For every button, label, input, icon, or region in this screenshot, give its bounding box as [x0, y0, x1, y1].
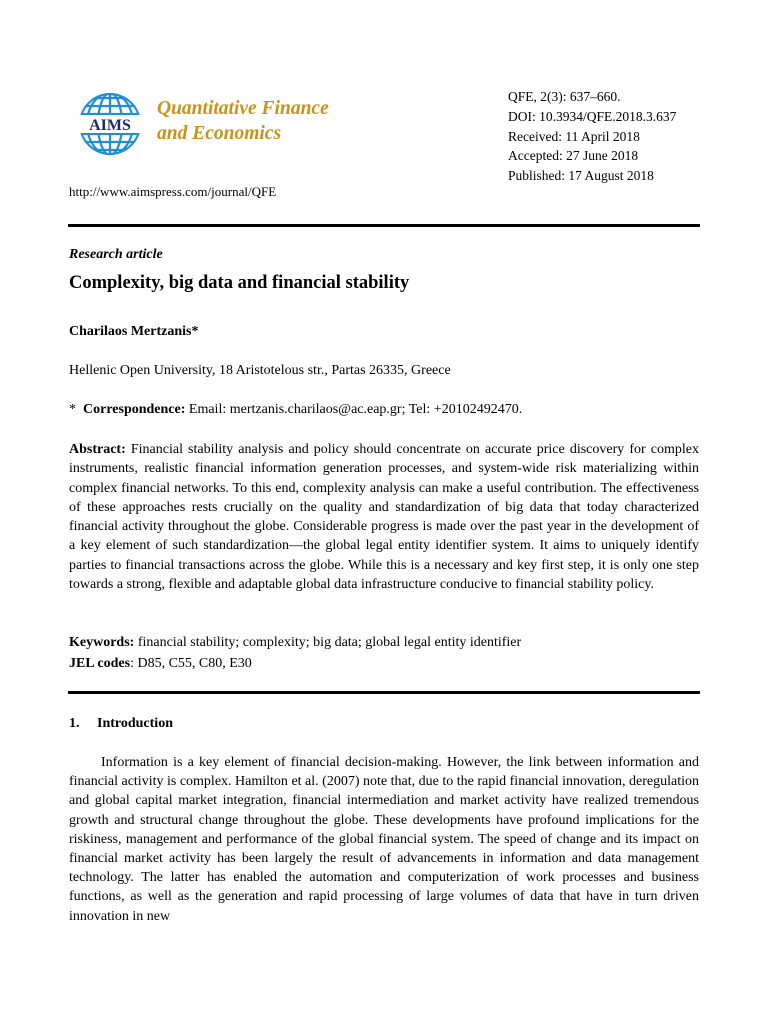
abstract-text: Financial stability analysis and policy should concentrate on accurate price discovery for complex instruments, realistic financial information generation processes, and system-wide risk materializing within complex financial networks. To this end, complexity analysis can make a useful contribution. The effectiveness of these approaches rests crucially on the quality and standardization of big data that today characterized financial activity throughout the globe. Considerable progress is made over the past year in the development of a key element of such standardization—the global legal entity identifier system. It aims to uniquely identify parties to financial transactions across the globe. While this is a necessary and key first step, it is only one step towards a strong, flexible and adaptable global data infrastructure conducive to financial stability policy. — [69, 442, 699, 593]
author-affiliation: Hellenic Open University, 18 Aristotelous str., Partas 26335, Greece — [69, 363, 451, 378]
jel-label: JEL codes — [69, 656, 131, 671]
aims-logo-icon — [76, 90, 144, 158]
journal-name-line1: Quantitative Finance — [157, 98, 329, 119]
meta-received: Received: 11 April 2018 — [508, 128, 640, 144]
author-name: Charilaos Mertzanis* — [69, 324, 199, 339]
logo-text: AIMS — [89, 117, 131, 134]
section-heading — [69, 716, 173, 732]
article-type: Research article — [69, 247, 163, 262]
abstract-label: Abstract: — [69, 442, 126, 457]
correspondence-label: Correspondence: — [83, 402, 186, 417]
keywords-label: Keywords: — [69, 635, 135, 650]
body-paragraph: Information is a key element of financial decision-making. However, the link between information and financial activity is complex. Hamilton et al. (2007) note that, due to the rapid financial innovation, deregulation and global capital market integration, financial intermediation and market activity have realized tremendous growth and structural change throughout the globe. These developments have profound implications for the riskiness, management and performance of the global financial system. The speed of change and its impact on financial market activity has been largely the result of advancements in information and data management technology. The latter has enabled the automation and computerization of work processes and business functions, as well as the generation and rapid processing of large volumes of data that have in turn driven innovation in new — [69, 755, 699, 924]
journal-name-line2: and Economics — [157, 123, 282, 144]
article-title: Complexity, big data and financial stability — [69, 273, 410, 293]
keywords-block — [69, 632, 521, 674]
keywords-text: financial stability; complexity; big data; global legal entity identifier — [134, 635, 522, 650]
journal-name — [157, 96, 329, 146]
journal-url[interactable] — [69, 184, 276, 200]
section-number: 1. — [69, 716, 80, 731]
meta-accepted: Accepted: 27 June 2018 — [508, 148, 639, 164]
correspondence-text[interactable]: Email: mertzanis.charilaos@ac.eap.gr; Tel: +20102492470. — [185, 402, 523, 417]
abstract — [69, 440, 699, 594]
meta-doi[interactable]: DOI: 10.3934/QFE.2018.3.637 — [508, 108, 677, 124]
keywords-line — [69, 632, 521, 653]
meta-citation: QFE, 2(3): 637–660. — [508, 89, 621, 104]
section-title: Introduction — [97, 716, 173, 731]
correspondence-star: * — [69, 402, 76, 417]
meta-published: Published: 17 August 2018 — [508, 168, 654, 184]
abstract-divider — [68, 691, 700, 694]
publication-meta — [508, 87, 676, 186]
correspondence — [69, 402, 522, 418]
journal-url-link[interactable]: http://www.aimspress.com/journal/QFE — [69, 184, 277, 199]
jel-line — [69, 653, 521, 674]
jel-text: : D85, C55, C80, E30 — [130, 656, 252, 671]
header-divider — [68, 224, 700, 227]
